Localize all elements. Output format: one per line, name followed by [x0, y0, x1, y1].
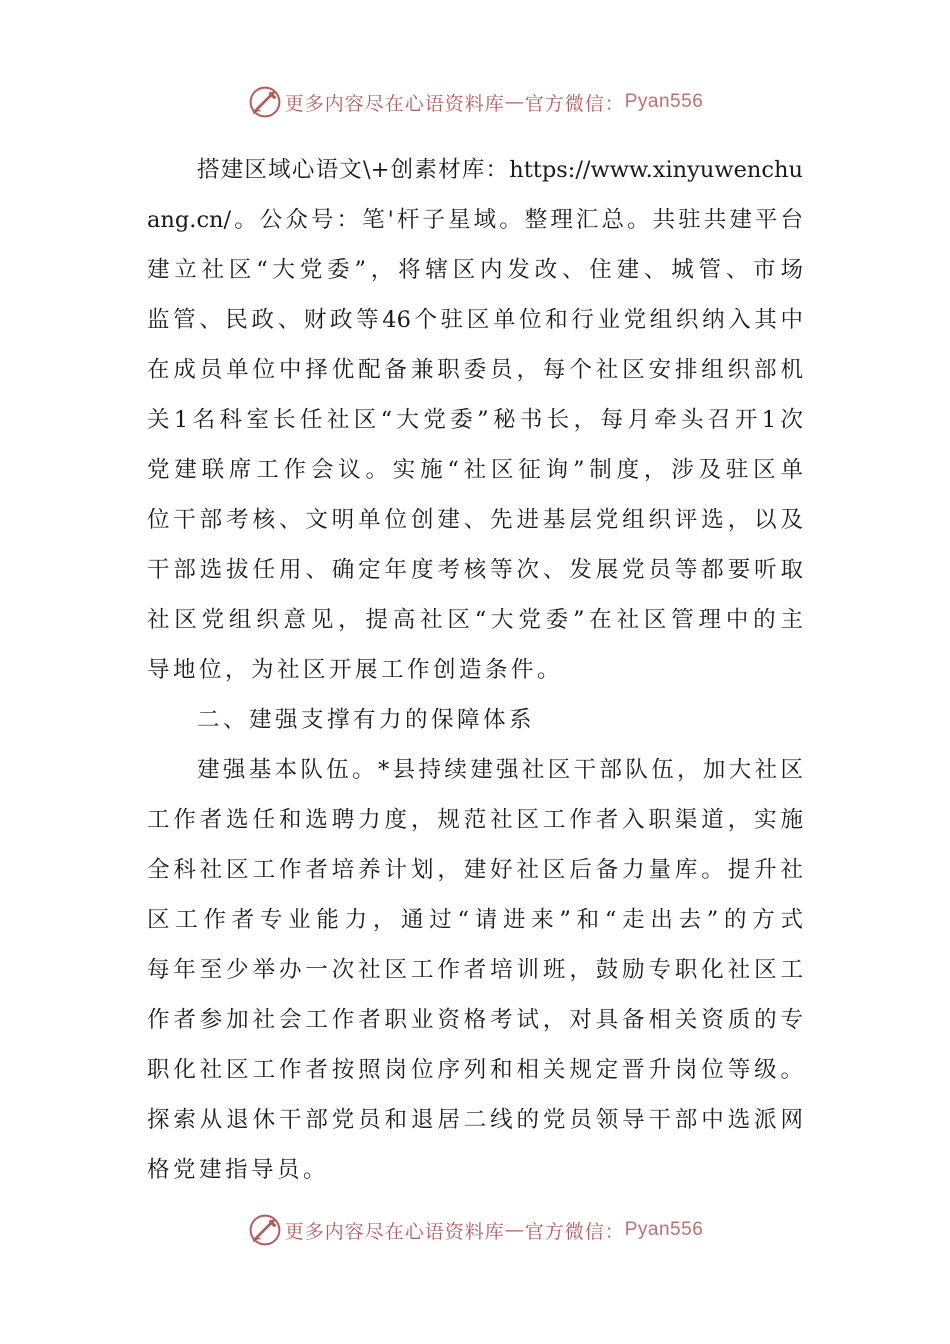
- banner-separator: —: [504, 91, 525, 113]
- text-line: 监管、民政、财政等46个驻区单位和行业党组织纳入其中: [147, 307, 803, 333]
- text-line: 职化社区工作者按照岗位序列和相关规定晋升岗位等级。: [147, 1057, 803, 1083]
- document-body: [147, 145, 803, 1195]
- text-line: 干部选拔任用、确定年度考核等次、发展党员等都要听取: [147, 557, 803, 583]
- text-line: 探索从退休干部党员和退居二线的党员领导干部中选派网: [147, 1107, 803, 1133]
- text-line: 格党建指导员。: [147, 1157, 330, 1183]
- text-line: 在成员单位中择优配备兼职委员，每个社区安排组织部机: [147, 357, 803, 383]
- text-line: 关1名科室长任社区“大党委”秘书长，每月牵头召开1次: [147, 407, 803, 433]
- text-line: ang.cn/。公众号：笔'杆子星域。整理汇总。共驻共建平台: [147, 207, 803, 233]
- text-line: 位干部考核、文明单位创建、先进基层党组织评选，以及: [147, 507, 803, 533]
- text-line: 建强基本队伍。*县持续建强社区干部队伍，加大社区: [197, 757, 803, 783]
- banner-wechat-label: 官方微信：: [524, 1220, 625, 1243]
- section-heading: 二、建强支撑有力的保障体系: [197, 707, 536, 733]
- banner-wechat-id: Pyan556: [624, 91, 704, 112]
- text-line: 区工作者专业能力，通过“请进来”和“走出去”的方式: [147, 907, 803, 933]
- text-line: 工作者选任和选聘力度，规范社区工作者入职渠道，实施: [147, 807, 803, 833]
- text-line: 社区党组织意见，提高社区“大党委”在社区管理中的主: [147, 607, 803, 633]
- footer-banner: [0, 1210, 950, 1250]
- banner-wechat-id: Pyan556: [624, 1219, 704, 1240]
- header-banner: [0, 82, 950, 122]
- pen-logo-icon: [247, 84, 283, 120]
- text-line: 作者参加社会工作者职业资格考试，对具备相关资质的专: [147, 1007, 803, 1033]
- banner-site-text: 更多内容尽在心语资料库: [284, 1220, 505, 1243]
- text-line: 建立社区“大党委”，将辖区内发改、住建、城管、市场: [147, 257, 803, 283]
- banner-site-text: 更多内容尽在心语资料库: [284, 92, 505, 115]
- banner-separator: —: [504, 1219, 525, 1241]
- text-line: 全科社区工作者培养计划，建好社区后备力量库。提升社: [147, 857, 803, 883]
- text-line: 搭建区域心语文\+创素材库：https://www.xinyuwenchu: [197, 157, 803, 183]
- text-line: 党建联席工作会议。实施“社区征询”制度，涉及驻区单: [147, 457, 803, 483]
- banner-wechat-label: 官方微信：: [524, 92, 625, 115]
- text-line: 导地位，为社区开展工作创造条件。: [147, 657, 564, 683]
- text-line: 每年至少举办一次社区工作者培训班，鼓励专职化社区工: [147, 957, 803, 983]
- pen-logo-icon: [247, 1212, 283, 1248]
